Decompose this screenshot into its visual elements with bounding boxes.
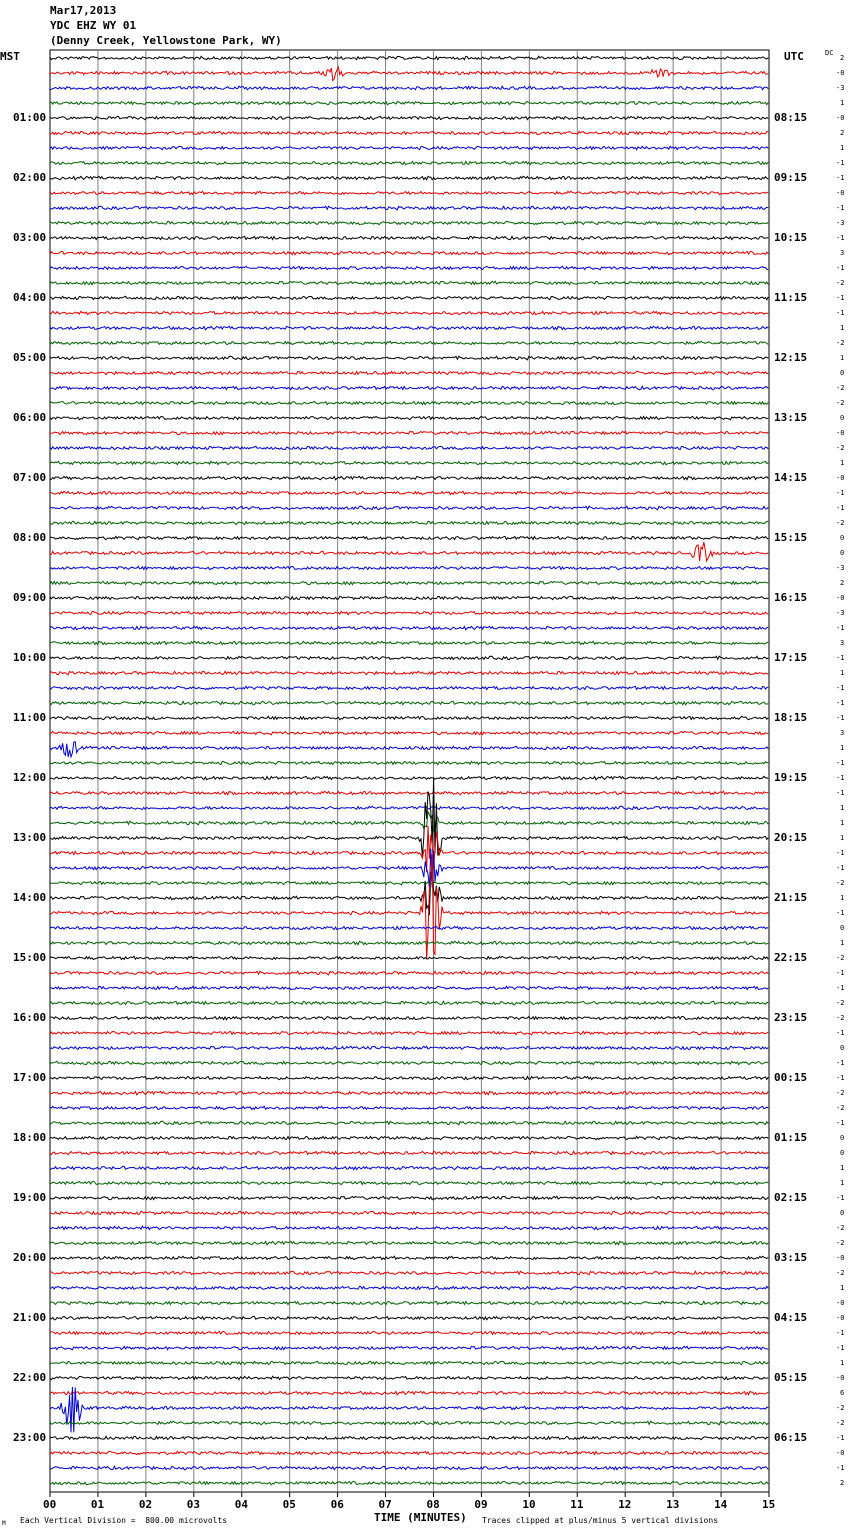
mst-hour-label: 23:00: [13, 1431, 47, 1444]
trace-line: [50, 116, 768, 119]
dc-offset-label: -1: [836, 1074, 845, 1082]
trace-line: [50, 371, 768, 374]
dc-offset-label: -1: [836, 714, 845, 722]
trace-line: [50, 101, 768, 104]
trace-line: [50, 1316, 768, 1319]
trace-line: [50, 1181, 768, 1184]
dc-offset-label: -1: [836, 1194, 845, 1202]
dc-offset-label: -3: [836, 84, 845, 92]
dc-offset-label: -2: [836, 1104, 845, 1112]
trace-line: [50, 1211, 768, 1214]
trace-line: [50, 812, 768, 832]
x-tick-label: 07: [378, 1498, 392, 1511]
trace-line: [50, 542, 768, 561]
trace-line: [50, 161, 768, 164]
dc-offset-label: -1: [836, 789, 845, 797]
trace-line: [50, 826, 768, 873]
mst-axis-label: MST: [0, 50, 20, 63]
dc-offset-label: -1: [836, 489, 845, 497]
trace-line: [50, 956, 768, 959]
x-tick-label: 00: [43, 1498, 57, 1511]
scale-note: Each Vertical Division = 800.00 microvolts: [20, 1516, 228, 1525]
utc-hour-label: 21:15: [774, 891, 808, 904]
dc-offset-label: -0: [836, 1314, 845, 1322]
trace-line: [50, 1361, 768, 1364]
dc-offset-label: 2: [840, 1479, 845, 1487]
trace-line: [50, 1001, 768, 1004]
trace-line: [50, 1226, 768, 1229]
x-tick-label: 12: [618, 1498, 632, 1511]
dc-offset-label: -1: [836, 159, 845, 167]
trace-line: [50, 311, 768, 314]
dc-offset-label: 1: [840, 459, 845, 467]
utc-hour-label: 00:15: [774, 1071, 808, 1084]
dc-offset-label: -1: [836, 204, 845, 212]
mst-hour-label: 06:00: [13, 411, 47, 424]
trace-line: [50, 1331, 768, 1334]
mst-hour-label: 18:00: [13, 1131, 47, 1144]
trace-line: [50, 221, 768, 224]
trace-line: [50, 1016, 768, 1019]
trace-line: [50, 1391, 768, 1395]
dc-offset-label: -0: [836, 474, 845, 482]
utc-hour-label: 20:15: [774, 831, 808, 844]
dc-offset-label: -1: [836, 909, 845, 917]
mst-hour-label: 19:00: [13, 1191, 47, 1204]
dc-offset-label: -2: [836, 954, 845, 962]
mst-hour-label: 11:00: [13, 711, 47, 724]
dc-offset-label: 1: [840, 939, 845, 947]
dc-offset-label: -0: [836, 114, 845, 122]
trace-line: [50, 1031, 768, 1034]
dc-offset-label: -0: [836, 69, 845, 77]
trace-line: [50, 1046, 768, 1049]
trace-line: [50, 1301, 768, 1304]
trace-line: [50, 446, 768, 449]
trace-line: [50, 146, 768, 149]
dc-offset-label: -1: [836, 1434, 845, 1442]
dc-offset-label: -1: [836, 699, 845, 707]
dc-offset-label: 2: [840, 579, 845, 587]
trace-line: [50, 656, 768, 659]
utc-hour-label: 11:15: [774, 291, 808, 304]
dc-offset-label: -1: [836, 1029, 845, 1037]
dc-offset-label: -1: [836, 294, 845, 302]
trace-line: [50, 986, 768, 989]
x-tick-label: 14: [714, 1498, 728, 1511]
corner-mark: M: [2, 1520, 6, 1527]
trace-line: [50, 1151, 768, 1154]
utc-hour-label: 10:15: [774, 231, 808, 244]
dc-offset-label: 2: [840, 129, 845, 137]
mst-hour-label: 22:00: [13, 1371, 47, 1384]
dc-offset-label: -2: [836, 339, 845, 347]
x-tick-label: 01: [90, 1498, 105, 1511]
trace-line: [50, 86, 768, 90]
mst-hour-label: 10:00: [13, 651, 47, 664]
mst-hour-label: 20:00: [13, 1251, 47, 1264]
trace-line: [50, 941, 768, 944]
dc-offset-label: 1: [840, 99, 845, 107]
x-tick-label: 11: [570, 1498, 584, 1511]
header-location: (Denny Creek, Yellowstone Park, WY): [50, 34, 282, 47]
mst-hour-label: 05:00: [13, 351, 47, 364]
trace-line: [50, 296, 768, 299]
mst-hour-label: 12:00: [13, 771, 47, 784]
trace-line: [50, 776, 768, 780]
dc-offset-label: -1: [836, 234, 845, 242]
dc-offset-label: -2: [836, 279, 845, 287]
dc-offset-label: 6: [840, 1389, 845, 1397]
dc-offset-label: 1: [840, 834, 845, 842]
mst-hour-label: 04:00: [13, 291, 47, 304]
trace-line: [50, 881, 768, 884]
dc-offset-label: -1: [836, 864, 845, 872]
utc-hour-label: 04:15: [774, 1311, 808, 1324]
dc-offset-label: 1: [840, 1284, 845, 1292]
mst-hour-label: 16:00: [13, 1011, 47, 1024]
trace-line: [50, 266, 768, 269]
dc-offset-label: -0: [836, 1374, 845, 1382]
dc-offset-label: -3: [836, 609, 845, 617]
x-tick-label: 13: [666, 1498, 680, 1511]
trace-line: [50, 326, 768, 330]
dc-offset-label: -1: [836, 1059, 845, 1067]
trace-line: [50, 1346, 768, 1350]
dc-offset-label: 1: [840, 1164, 845, 1172]
trace-line: [50, 1061, 768, 1064]
x-tick-label: 03: [186, 1498, 201, 1511]
mst-hour-label: 07:00: [13, 471, 47, 484]
x-tick-label: 05: [282, 1498, 296, 1511]
dc-offset-label: -3: [836, 219, 845, 227]
trace-line: [50, 611, 768, 614]
trace-line: [50, 686, 768, 689]
dc-label: DC: [825, 49, 834, 57]
trace-line: [50, 1421, 768, 1425]
utc-hour-label: 08:15: [774, 111, 808, 124]
dc-offset-label: -2: [836, 1404, 845, 1412]
trace-line: [50, 641, 768, 645]
trace-line: [50, 356, 768, 360]
dc-offset-label: 0: [840, 1209, 845, 1217]
trace-line: [50, 1481, 768, 1484]
trace-line: [50, 1241, 768, 1245]
mst-hour-label: 02:00: [13, 171, 47, 184]
trace-line: [50, 716, 768, 719]
dc-offset-label: 1: [840, 804, 845, 812]
dc-offset-label: 0: [840, 1134, 845, 1142]
dc-offset-label: -2: [836, 519, 845, 527]
dc-offset-label: 3: [840, 249, 845, 257]
dc-offset-label: 0: [840, 549, 845, 557]
trace-line: [50, 56, 768, 59]
dc-offset-label: -1: [836, 624, 845, 632]
dc-offset-label: -1: [836, 1119, 845, 1127]
trace-line: [50, 1121, 768, 1125]
trace-line: [50, 191, 768, 194]
trace-line: [50, 521, 768, 524]
dc-offset-label: 1: [840, 669, 845, 677]
dc-offset-label: -1: [836, 504, 845, 512]
dc-offset-label: -1: [836, 654, 845, 662]
dc-offset-label: -0: [836, 1299, 845, 1307]
utc-hour-label: 19:15: [774, 771, 808, 784]
trace-line: [50, 476, 768, 480]
dc-offset-label: -2: [836, 999, 845, 1007]
utc-hour-label: 03:15: [774, 1251, 808, 1264]
trace-line: [50, 1387, 768, 1432]
trace-line: [50, 416, 768, 419]
dc-offset-label: -2: [836, 384, 845, 392]
dc-offset-label: -2: [836, 1224, 845, 1232]
trace-line: [50, 596, 768, 599]
utc-hour-label: 06:15: [774, 1431, 808, 1444]
trace-line: [50, 581, 768, 585]
dc-offset-label: 1: [840, 1179, 845, 1187]
trace-line: [50, 67, 768, 81]
clip-note: Traces clipped at plus/minus 5 vertical divisions: [482, 1516, 719, 1525]
trace-line: [50, 806, 768, 809]
x-tick-label: 06: [330, 1498, 344, 1511]
trace-line: [50, 742, 768, 757]
dc-offset-label: -1: [836, 1344, 845, 1352]
dc-offset-label: -3: [836, 564, 845, 572]
dc-offset-label: -1: [836, 969, 845, 977]
dc-offset-label: 1: [840, 744, 845, 752]
dc-offset-label: 0: [840, 1149, 845, 1157]
header-date: Mar17,2013: [50, 4, 117, 17]
x-tick-label: 10: [522, 1498, 536, 1511]
dc-offset-label: -2: [836, 1089, 845, 1097]
dc-offset-label: 1: [840, 819, 845, 827]
dc-offset-label: -2: [836, 1014, 845, 1022]
trace-line: [50, 431, 768, 434]
x-tick-label: 02: [138, 1498, 153, 1511]
dc-offset-label: -1: [836, 1329, 845, 1337]
trace-line: [50, 236, 768, 239]
trace-line: [50, 731, 768, 734]
utc-hour-label: 14:15: [774, 471, 808, 484]
dc-offset-label: 0: [840, 1044, 845, 1052]
mst-hour-label: 13:00: [13, 831, 47, 844]
trace-line: [50, 761, 768, 764]
dc-offset-label: -1: [836, 684, 845, 692]
trace-line: [50, 1256, 768, 1259]
dc-offset-label: 1: [840, 354, 845, 362]
dc-offset-label: -1: [836, 309, 845, 317]
trace-line: [50, 1451, 768, 1454]
dc-offset-label: 0: [840, 414, 845, 422]
trace-line: [50, 1376, 768, 1379]
header-station: YDC EHZ WY 01: [50, 19, 137, 32]
utc-hour-label: 15:15: [774, 531, 808, 544]
trace-line: [50, 791, 768, 795]
x-tick-label: 04: [234, 1498, 248, 1511]
trace-line: [50, 778, 768, 857]
mst-hour-label: 09:00: [13, 591, 47, 604]
trace-line: [50, 971, 768, 975]
dc-offset-label: -0: [836, 189, 845, 197]
dc-offset-label: -0: [836, 1254, 845, 1262]
dc-offset-label: 1: [840, 1359, 845, 1367]
trace-line: [50, 926, 768, 930]
utc-hour-label: 16:15: [774, 591, 808, 604]
utc-hour-label: 05:15: [774, 1371, 808, 1384]
utc-hour-label: 18:15: [774, 711, 808, 724]
trace-line: [50, 251, 768, 254]
utc-axis-label: UTC: [784, 50, 804, 63]
trace-line: [50, 701, 768, 704]
trace-line: [50, 1466, 768, 1469]
dc-offset-label: -0: [836, 594, 845, 602]
x-tick-label: 08: [426, 1498, 440, 1511]
trace-line: [50, 206, 768, 210]
mst-hour-label: 15:00: [13, 951, 47, 964]
utc-hour-label: 13:15: [774, 411, 808, 424]
mst-hour-label: 01:00: [13, 111, 47, 124]
utc-hour-label: 17:15: [774, 651, 808, 664]
utc-hour-label: 09:15: [774, 171, 808, 184]
dc-offset-label: -2: [836, 1269, 845, 1277]
x-tick-label: 15: [762, 1498, 776, 1511]
trace-line: [50, 626, 768, 630]
dc-offset-label: -0: [836, 1449, 845, 1457]
trace-line: [50, 671, 768, 675]
mst-hour-label: 17:00: [13, 1071, 47, 1084]
dc-offset-label: -1: [836, 984, 845, 992]
x-axis-title: TIME (MINUTES): [374, 1511, 467, 1524]
trace-line: [50, 1106, 768, 1109]
utc-hour-label: 22:15: [774, 951, 808, 964]
dc-offset-label: -1: [836, 849, 845, 857]
utc-hour-label: 02:15: [774, 1191, 808, 1204]
trace-line: [50, 341, 768, 344]
mst-hour-label: 14:00: [13, 891, 47, 904]
trace-line: [50, 386, 768, 389]
dc-offset-label: -2: [836, 444, 845, 452]
trace-line: [50, 536, 768, 539]
dc-offset-label: -1: [836, 174, 845, 182]
dc-offset-label: 3: [840, 729, 845, 737]
dc-offset-label: 3: [840, 639, 845, 647]
dc-offset-label: 2: [840, 54, 845, 62]
plot-frame: [50, 50, 769, 1492]
dc-offset-label: -1: [836, 759, 845, 767]
trace-line: [50, 872, 768, 915]
x-tick-label: 09: [474, 1498, 488, 1511]
dc-offset-label: -2: [836, 399, 845, 407]
dc-offset-label: 1: [840, 144, 845, 152]
trace-line: [50, 1166, 768, 1169]
trace-line: [50, 131, 768, 134]
mst-hour-label: 08:00: [13, 531, 47, 544]
dc-offset-label: 0: [840, 534, 845, 542]
trace-line: [50, 1076, 768, 1079]
dc-offset-label: 0: [840, 924, 845, 932]
dc-offset-label: -1: [836, 774, 845, 782]
trace-line: [50, 281, 768, 284]
trace-line: [50, 401, 768, 404]
dc-offset-label: 1: [840, 324, 845, 332]
trace-line: [50, 491, 768, 494]
dc-offset-label: 1: [840, 894, 845, 902]
mst-hour-label: 21:00: [13, 1311, 47, 1324]
utc-hour-label: 01:15: [774, 1131, 808, 1144]
utc-hour-label: 12:15: [774, 351, 808, 364]
trace-line: [50, 1091, 768, 1095]
trace-line: [50, 1196, 768, 1199]
dc-offset-label: -2: [836, 1419, 845, 1427]
trace-line: [50, 1271, 768, 1275]
trace-line: [50, 566, 768, 569]
utc-hour-label: 23:15: [774, 1011, 808, 1024]
trace-line: [50, 506, 768, 510]
dc-offset-label: -2: [836, 1239, 845, 1247]
dc-offset-label: -1: [836, 1464, 845, 1472]
trace-line: [50, 461, 768, 464]
mst-hour-label: 03:00: [13, 231, 47, 244]
trace-line: [50, 1286, 768, 1289]
dc-offset-label: 0: [840, 369, 845, 377]
dc-offset-label: -0: [836, 429, 845, 437]
dc-offset-label: -2: [836, 879, 845, 887]
dc-offset-label: -1: [836, 264, 845, 272]
trace-line: [50, 176, 768, 180]
trace-line: [50, 1136, 768, 1139]
trace-line: [50, 1436, 768, 1439]
